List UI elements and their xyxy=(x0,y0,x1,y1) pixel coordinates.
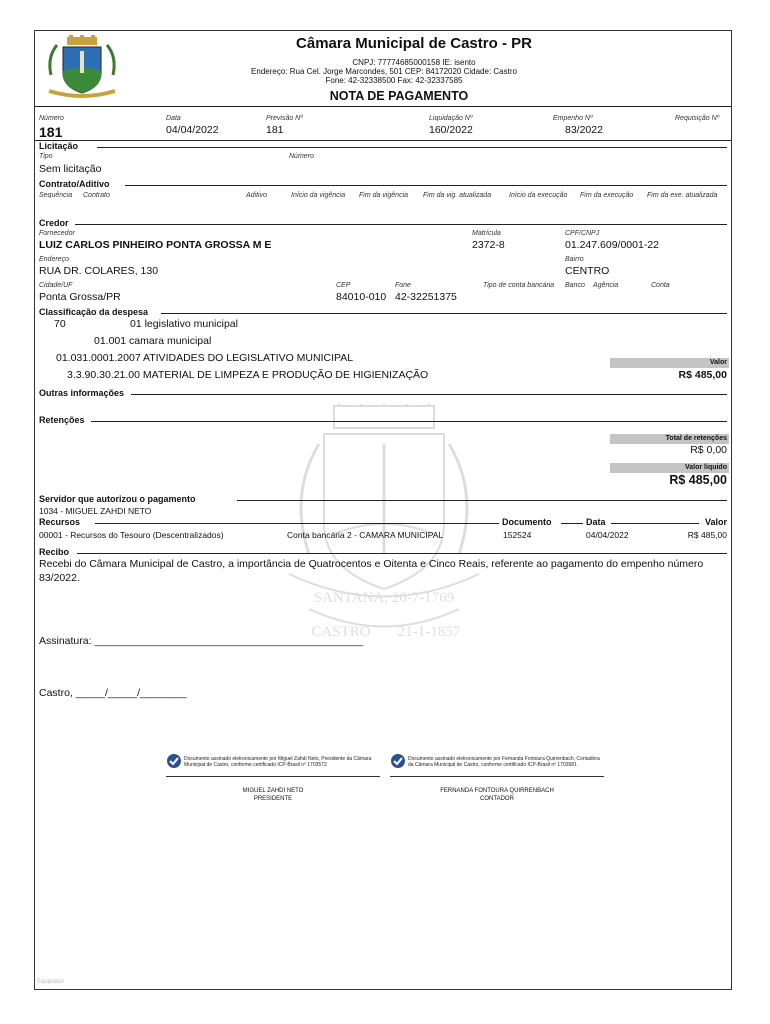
documento-header: Documento xyxy=(502,517,552,527)
recursos-conta: Conta bancária 2 - CAMARA MUNICIPAL xyxy=(287,530,444,540)
endereco-label: Endereço xyxy=(39,256,69,263)
matricula-value: 2372-8 xyxy=(472,239,505,251)
recursos-data-header: Data xyxy=(586,517,606,527)
payment-note-document xyxy=(34,30,732,990)
numero-label: Número xyxy=(39,115,64,122)
bairro-label: Bairro xyxy=(565,256,584,263)
banco-label: Banco xyxy=(565,282,585,289)
previsao-value: 181 xyxy=(266,124,284,136)
cep-label: CEP xyxy=(336,282,351,289)
contrato-header: Contrato xyxy=(83,192,110,199)
valor-liquido-label: Valor líquido xyxy=(610,463,729,473)
watermark-text-top: SANTANA, 26-7-1769 xyxy=(313,590,455,606)
watermark-text-date: 21-1-1857 xyxy=(397,624,461,640)
data-value: 04/04/2022 xyxy=(166,124,219,136)
contrato-header: Aditivo xyxy=(246,192,268,199)
liquidacao-value: 160/2022 xyxy=(429,124,473,136)
outras-section: Outras informações xyxy=(39,388,125,398)
recursos-valor-header: Valor xyxy=(704,517,727,527)
numero-value: 181 xyxy=(39,124,63,140)
requisicao-label: Requisição Nº xyxy=(675,115,720,122)
bairro-value: CENTRO xyxy=(565,265,610,277)
institution-title: Câmara Municipal de Castro - PR xyxy=(296,35,532,52)
empenho-label: Empenho Nº xyxy=(553,115,593,122)
credor-section: Credor xyxy=(39,218,69,228)
cpf-value: 01.247.609/0001-22 xyxy=(565,239,660,251)
cep-value: 84010-010 xyxy=(336,291,387,303)
cpf-label: CPF/CNPJ xyxy=(565,230,600,237)
endereco-value: RUA DR. COLARES, 130 xyxy=(39,265,159,277)
conta-label: Conta xyxy=(651,282,670,289)
signatory-name: FERNANDA FONTOURA QUIRRENBACH xyxy=(440,788,554,794)
top-fields-divider xyxy=(35,140,731,141)
classificacao-camara: 01.001 camara municipal xyxy=(94,335,212,347)
retencoes-section: Retenções xyxy=(39,415,85,425)
signature-seal-icon xyxy=(390,753,406,769)
document-type: NOTA DE PAGAMENTO xyxy=(329,89,469,103)
signatory-role: PRESIDENTE xyxy=(253,796,293,802)
valor-header: Valor xyxy=(610,358,729,368)
valor-value: R$ 485,00 xyxy=(678,369,727,381)
assinatura-line: Assinatura: ______________________________________________ xyxy=(39,635,364,647)
servidor-section: Servidor que autorizou o pagamento xyxy=(39,494,196,504)
contrato-header: Fim da execução xyxy=(580,192,634,199)
signatory-role: CONTADOR xyxy=(480,796,514,802)
agencia-label: Agência xyxy=(593,282,619,289)
servidor-name: 1034 - MIGUEL ZAHDI NETO xyxy=(39,506,152,516)
footer-brand: Equiplano xyxy=(37,979,64,985)
classificacao-code: 70 xyxy=(54,318,66,330)
total-retencoes-label: Total de retenções xyxy=(610,434,729,444)
recibo-section: Recibo xyxy=(39,547,70,557)
empenho-value: 83/2022 xyxy=(565,124,603,136)
classificacao-section: Classificação da despesa xyxy=(39,307,149,317)
recursos-documento: 152524 xyxy=(503,530,532,540)
cidade-label: Cidade/UF xyxy=(39,282,73,289)
matricula-label: Matrícula xyxy=(472,230,501,237)
recursos-valor: R$ 485,00 xyxy=(687,530,727,540)
tipo-label: Tipo xyxy=(39,153,53,160)
signature-seal-icon xyxy=(166,753,182,769)
liquidacao-label: Liquidação Nº xyxy=(429,115,473,122)
header-divider xyxy=(35,106,731,107)
watermark-text-castro: CASTRO xyxy=(311,624,371,640)
cnpj-ie: CNPJ: 77774685000158 IE: isento xyxy=(352,58,476,67)
classificacao-legislativo: 01 legislativo municipal xyxy=(130,318,238,330)
fone-value: 42-32251375 xyxy=(395,291,457,303)
total-retencoes-value: R$ 0,00 xyxy=(690,444,727,456)
cidade-value: Ponta Grossa/PR xyxy=(39,291,121,303)
tipo-conta-label: Tipo de conta bancária xyxy=(483,282,555,289)
local-data-line: Castro, _____/_____/________ xyxy=(39,687,187,699)
contrato-section: Contrato/Aditivo xyxy=(39,179,110,189)
fornecedor-label: Fornecedor xyxy=(39,230,75,237)
recursos-section: Recursos xyxy=(39,517,81,527)
signature-stamp-text: Documento assinado eletronicamente por Fernanda Fontoura Quirrenbach, Contadora da Câmara Municipal de Castro, conforme certificado ICP-Brasil nº 1703581 xyxy=(408,756,600,768)
classificacao-atividade: 01.031.0001.2007 ATIVIDADES DO LEGISLATIVO MUNICIPAL xyxy=(56,352,354,364)
classificacao-elemento: 3.3.90.30.21.00 MATERIAL DE LIMPEZA E PRODUÇÃO DE HIGIENIZAÇÃO xyxy=(67,369,429,381)
signatory-name: MIGUEL ZAHDI NETO xyxy=(242,788,304,794)
recursos-fonte: 00001 - Recursos do Tesouro (Descentralizados) xyxy=(39,530,224,540)
contrato-header: Fim da exe. atualizada xyxy=(647,192,718,199)
fone-label: Fone xyxy=(395,282,411,289)
watermark-crest xyxy=(279,404,489,649)
licitacao-section: Licitação xyxy=(39,141,82,151)
address-line: Endereço: Rua Cel. Jorge Marcondes, 501 CEP: 84172020 Cidade: Castro xyxy=(251,67,517,76)
valor-liquido-value: R$ 485,00 xyxy=(669,473,727,487)
fornecedor-value: LUIZ CARLOS PINHEIRO PONTA GROSSA M E xyxy=(39,239,272,251)
contrato-header: Início da execução xyxy=(509,192,568,199)
contrato-header: Sequência xyxy=(39,192,73,199)
phone-line: Fone: 42-32338500 Fax: 42-32337585 xyxy=(325,76,463,85)
signature-stamp-text: Documento assinado eletronicamente por Miguel Zahdi Neto, Presidente da Câmara Municipal de Castro, conforme certificado ICP-Brasil nº 1703572 xyxy=(184,756,372,768)
contrato-header: Fim da vig. atualizada xyxy=(423,192,492,199)
recibo-text: Recebi do Câmara Municipal de Castro, a importância de Quatrocentos e Oitenta e Cinco Reais, referente ao pagamento do empenho número 83/2022. xyxy=(39,558,704,584)
data-label: Data xyxy=(166,115,181,122)
recursos-data: 04/04/2022 xyxy=(586,530,629,540)
contrato-header: Fim da vigência xyxy=(359,192,409,199)
tipo-value: Sem licitação xyxy=(39,163,102,175)
contrato-header: Início da vigência xyxy=(291,192,346,199)
licitacao-numero-label: Número xyxy=(289,153,314,160)
previsao-label: Previsão Nº xyxy=(266,115,303,122)
